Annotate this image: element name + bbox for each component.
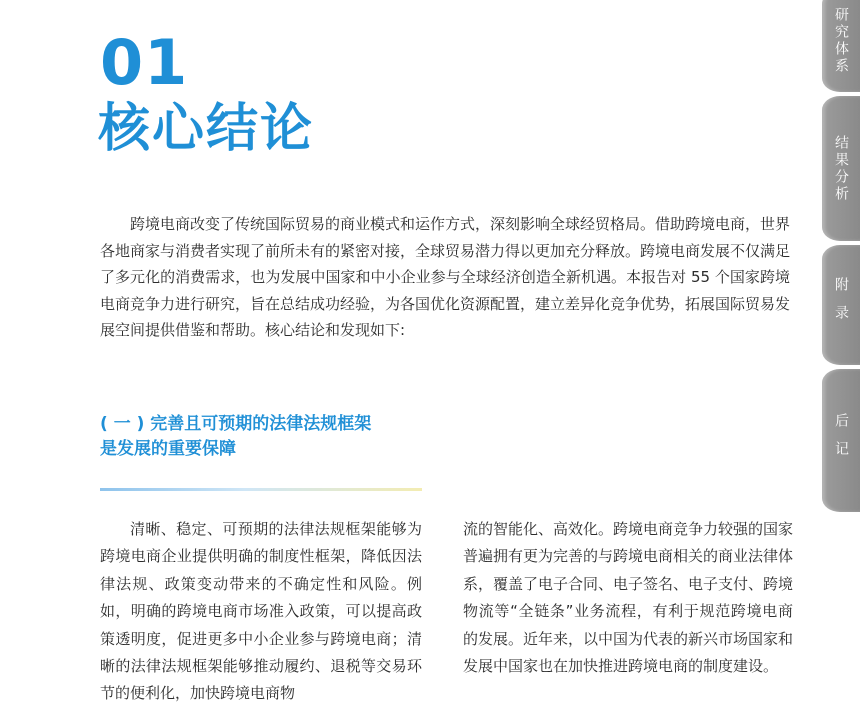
section-heading-line-1: ( 一 ) 完善且可预期的法律法规框架 <box>100 414 372 434</box>
tab-research-system-label: 研究体系 <box>833 7 849 75</box>
body-right-column: 流的智能化、高效化。跨境电商竞争力较强的国家普遍拥有更为完善的与跨境电商相关的商业法律体系，覆盖了电子合同、电子签名、电子支付、跨境物流等“全链条”业务流程，有利于规范跨境电商的发展。近年来，以中国为代表的新兴市场国家和发展中国家也在加快推进跨境电商的制度建设。 <box>463 520 794 676</box>
tab-research-system[interactable] <box>822 0 860 92</box>
section-divider <box>100 488 422 491</box>
chapter-number: 01 <box>100 26 189 99</box>
section-heading <box>100 412 430 462</box>
tab-afterword-label: 后记 <box>833 412 849 469</box>
tab-appendix[interactable] <box>822 245 860 365</box>
tab-afterword[interactable] <box>822 369 860 512</box>
body-left-column: 清晰、稳定、可预期的法律法规框架能够为跨境电商企业提供明确的制度性框架，降低因法律法规、政策变动带来的不确定性和风险。例如，明确的跨境电商市场准入政策，可以提高政策透明度，促进更多中小企业参与跨境电商；清晰的法律法规框架能够推动履约、退税等交易环节的便利化，加快跨境电商物 <box>100 520 422 703</box>
intro-paragraph: 跨境电商改变了传统国际贸易的商业模式和运作方式，深刻影响全球经贸格局。借助跨境电商，世界各地商家与消费者实现了前所未有的紧密对接，全球贸易潜力得以更加充分释放。跨境电商发展不仅满足了多元化的消费需求，也为发展中国家和中小企业参与全球经济创造全新机遇。本报告对 55 个国家跨境电商竞争力进行研究，旨在总结成功经验，为各国优化资源配置，建立差异化竞争优势，拓展国际贸易发展空间提供借鉴和帮助。核心结论和发现如下: <box>100 215 791 340</box>
tab-results-analysis[interactable] <box>822 96 860 241</box>
tab-results-analysis-label: 结果分析 <box>833 134 849 203</box>
section-heading-line-2: 是发展的重要保障 <box>100 439 236 459</box>
chapter-title: 核心结论 <box>98 99 315 159</box>
tab-appendix-label: 附录 <box>833 277 849 333</box>
